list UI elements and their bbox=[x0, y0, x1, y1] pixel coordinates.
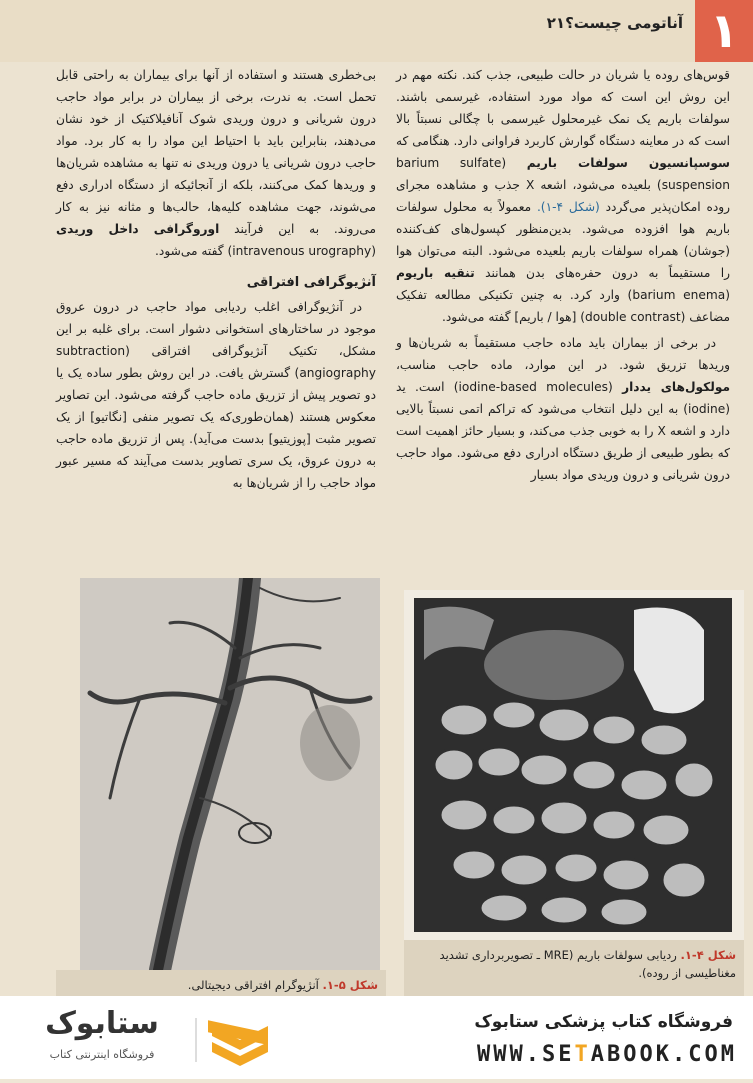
paragraph bbox=[396, 64, 730, 328]
logo-subtitle: فروشگاه اینترنتی کتاب bbox=[49, 1048, 155, 1061]
bold-term: اوروگرافی داخل وریدی bbox=[56, 222, 220, 236]
running-title bbox=[521, 14, 683, 32]
page-header bbox=[0, 0, 753, 62]
figure-5-caption bbox=[56, 970, 386, 996]
bold-term: سوسپانسیون سولفات باریم bbox=[526, 156, 730, 170]
url-accent-letter: T bbox=[574, 1042, 591, 1067]
figure-label: شکل ۴-۱. bbox=[680, 948, 736, 962]
paragraph: در آنژیوگرافی اغلب ردیابی مواد حاجب در درون عروق موجود در ساختارهای استخوانی دشوار است. برای غلبه بر این مشکل، تکنیک آنژیوگرافی افتراقی (subtraction angiography) گسترش یافت. در این روش بطور ساده یک یا دو تصویر پیش از تزریق ماده حاجب گرفته می‌شود. این تصاویر معکوس هستند (همان‌طوری‌که یک تصویر منفی [نگاتیو] از یک تصویر مثبت [پوزیتیو] بدست می‌آید). پس از تزریق ماده حاجب به درون عروق، یک سری تصاویر بدست می‌آیند که مسیر عبور مواد حاجب را از شریان‌ها به bbox=[56, 300, 376, 490]
text-run: معمولاً به محلول سولفات باریم هوا افزوده می‌شود. بدین‌منظور کپسول‌های کف‌کننده (جوشان) همراه سولفات باریم بلعیده می‌شود. البته می‌توان هوا را مستقیماً به درون حفره‌های بدن همانند bbox=[396, 200, 730, 280]
figure-4-caption bbox=[404, 940, 744, 996]
store-footer bbox=[0, 996, 753, 1079]
right-text-column bbox=[396, 64, 730, 486]
url-part: WWW.SE bbox=[477, 1042, 575, 1067]
angiogram-image bbox=[80, 578, 380, 970]
text-run: قوس‌های روده یا شریان در حالت طبیعی، جذب کند. نکته مهم در این روش این است که مواد مورد استفاده، غیرسمی باشند. سولفات باریم یک نمک غیرمحلول غیرسمی با چگالی نسبتاً بالا است که در معاینه دستگاه گوارش کاربرد فراوانی دارد. هنگامی که bbox=[396, 68, 730, 148]
setabook-logo[interactable] bbox=[0, 996, 283, 1079]
figure-caption-text: ردیابی سولفات باریم (MRE ـ تصویربرداری تشدید مغناطیسی از روده). bbox=[439, 948, 736, 980]
mre-bowel-image bbox=[404, 590, 744, 940]
figure-mre-image bbox=[404, 590, 744, 940]
url-part: ABOOK.COM bbox=[590, 1042, 737, 1067]
text-run: (barium enema) وارد کرد. به چنین تکنیکی مطالعه تفکیک مضاعف (double contrast) [هوا / باریم] گفته می‌شود. bbox=[396, 288, 730, 324]
page-number: ۲۱ bbox=[546, 14, 566, 32]
figure-caption-text: آنژیوگرام افتراقی دیجیتالی. bbox=[187, 978, 319, 992]
text-run: (barium sulfate suspension) بلعیده می‌شود، اشعه X جذب و مشاهده مجرای روده امکان‌پذیر می‌گردد bbox=[396, 156, 731, 214]
text-run: (intravenous urography) گفته می‌شود. bbox=[155, 244, 376, 258]
figure-label: شکل ۵-۱. bbox=[322, 978, 378, 992]
store-name: فروشگاه کتاب پزشکی ستابوک bbox=[474, 1012, 733, 1032]
text-run: بی‌خطری هستند و استفاده از آنها برای بیماران به راحتی قابل تحمل است. به ندرت، برخی از بیماران در برابر مواد حاجب درون شریانی و درون وریدی شوک آنافیلاکتیک از خود نشان می‌دهند، بنابراین باید با احتیاط این مواد را به کار برد. مواد حاجب درون شریانی یا درون وریدی نه تنها به مشاهده شریان‌ها و وریدها کمک می‌کنند، بلکه از آنجائیکه از دستگاه ادراری دفع می‌شوند، جهت مشاهده کلیه‌ها، حالب‌ها و مثانه نیز به کار می‌روند. به این فرآیند bbox=[56, 68, 376, 236]
running-title-text: آناتومی چیست؟ bbox=[565, 14, 683, 32]
figure-angiogram-image bbox=[80, 578, 380, 970]
text-run: در برخی از بیماران باید ماده حاجب مستقیماً به شریان‌ها و وریدها تزریق شود. در این موارد، ماده حاجب مناسب، bbox=[396, 336, 730, 372]
bold-term: تنقیه باریوم bbox=[396, 266, 475, 280]
text-run: (iodine-based molecules) است. ید (iodine) به این دلیل انتخاب می‌شود که تراکم اتمی نسبتاً بالایی دارد و اشعه X را به خوبی جذب می‌کند، و بسیار حائز اهمیت است که بطور طبیعی از طریق دستگاه ادراری دفع می‌شود. مواد حاجب درون شریانی و درون وریدی مواد بسیار bbox=[396, 380, 730, 482]
logo-text: ستابوک bbox=[45, 1006, 159, 1041]
bold-term: مولکول‌های یددار bbox=[622, 380, 731, 394]
figure-reference: (شکل ۴-۱). bbox=[536, 200, 600, 214]
paragraph bbox=[396, 332, 730, 486]
left-text-column bbox=[56, 64, 376, 494]
section-title: آنژیوگرافی افتراقی bbox=[246, 275, 376, 290]
chapter-number: ۱ bbox=[695, 0, 753, 62]
store-url[interactable] bbox=[477, 1042, 737, 1067]
paragraph bbox=[56, 64, 376, 262]
